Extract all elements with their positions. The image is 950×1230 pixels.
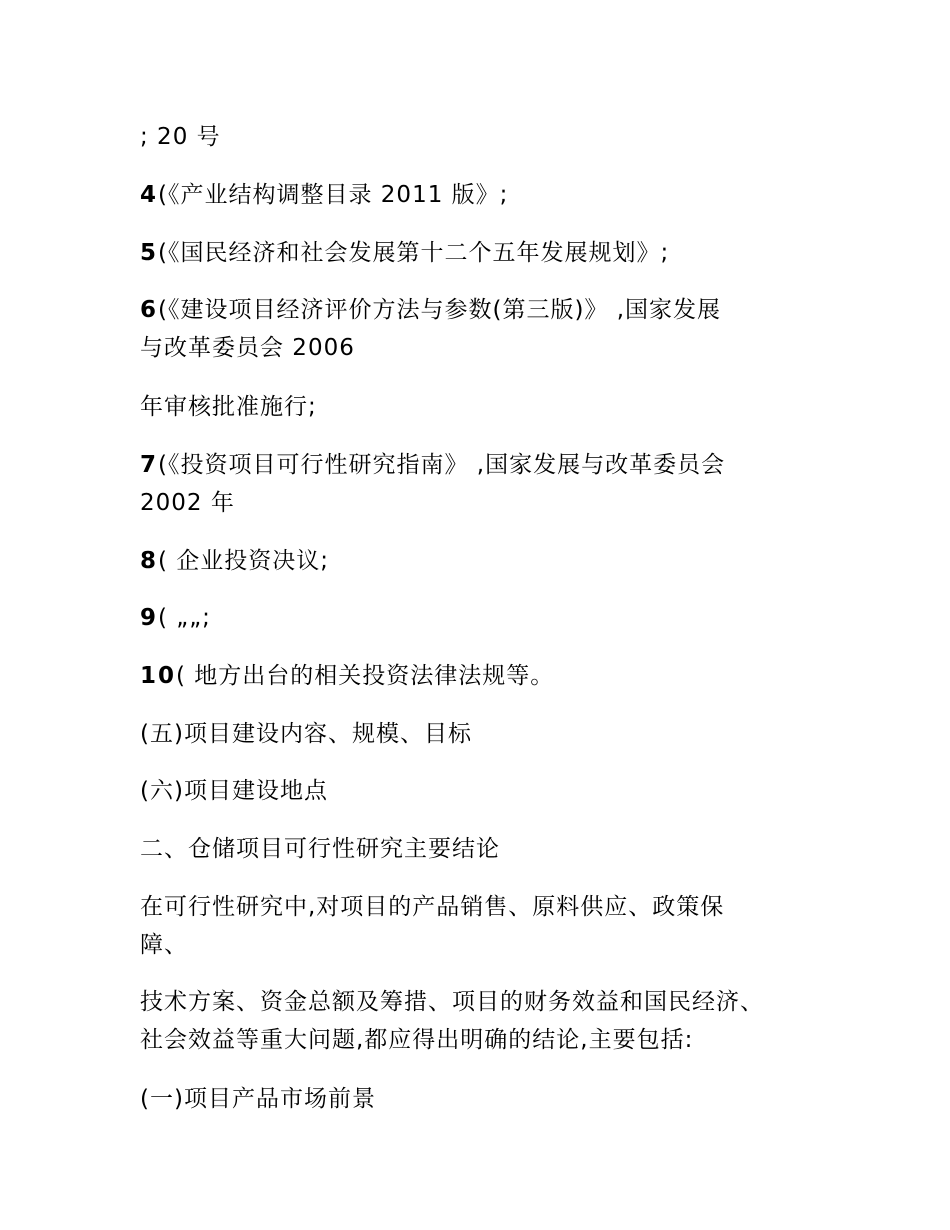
- paragraph-line: 技术方案、资金总额及筹措、项目的财务效益和国民经济、: [140, 989, 764, 1015]
- reference-item-4: [140, 176, 820, 214]
- paragraph-line: ( 地方出台的相关投资法律法规等。: [176, 663, 555, 689]
- paragraph-line: (六)项目建设地点: [140, 778, 328, 804]
- item-number: 4: [140, 182, 159, 208]
- chapter-heading: [140, 830, 820, 868]
- paragraph-line: ( „„;: [158, 605, 211, 631]
- section-heading: [140, 715, 820, 753]
- paragraph-line: 与改革委员会 2006: [140, 335, 355, 361]
- reference-item-6: [140, 291, 820, 367]
- paragraph-line: (《产业结构调整目录 2011 版》;: [158, 182, 509, 208]
- paragraph-line: 年审核批准施行;: [140, 394, 317, 420]
- reference-item-7: [140, 446, 820, 522]
- paragraph-line: 二、仓储项目可行性研究主要结论: [140, 836, 500, 862]
- paragraph-line: 在可行性研究中,对项目的产品销售、原料供应、政策保: [140, 894, 725, 920]
- paragraph-line: 障、: [140, 932, 188, 958]
- paragraph-line: ; 20 号: [140, 124, 221, 150]
- item-number: 6: [140, 297, 159, 323]
- text-line: [140, 388, 820, 426]
- paragraph-line: 2002 年: [140, 490, 235, 516]
- paragraph-line: ( 企业投资决议;: [158, 548, 330, 574]
- reference-item-10: [140, 657, 820, 695]
- item-number: 5: [140, 240, 159, 266]
- section-heading: [140, 1080, 820, 1118]
- paragraph-line: (五)项目建设内容、规模、目标: [140, 721, 472, 747]
- paragraph-line: 社会效益等重大问题,都应得出明确的结论,主要包括:: [140, 1027, 694, 1053]
- item-number: 9: [140, 605, 159, 631]
- item-number: 8: [140, 548, 159, 574]
- text-line: [140, 118, 820, 156]
- body-paragraph: [140, 983, 820, 1059]
- paragraph-line: (一)项目产品市场前景: [140, 1086, 376, 1112]
- reference-item-9: [140, 599, 820, 637]
- section-heading: [140, 772, 820, 810]
- item-number: 7: [140, 452, 159, 478]
- paragraph-line: (《国民经济和社会发展第十二个五年发展规划》;: [158, 240, 670, 266]
- reference-item-5: [140, 234, 820, 272]
- item-number: 10: [140, 663, 177, 689]
- body-paragraph: [140, 888, 820, 964]
- paragraph-line: (《投资项目可行性研究指南》 ,国家发展与改革委员会: [158, 452, 726, 478]
- reference-item-8: [140, 542, 820, 580]
- paragraph-line: (《建设项目经济评价方法与参数(第三版)》 ,国家发展: [158, 297, 722, 323]
